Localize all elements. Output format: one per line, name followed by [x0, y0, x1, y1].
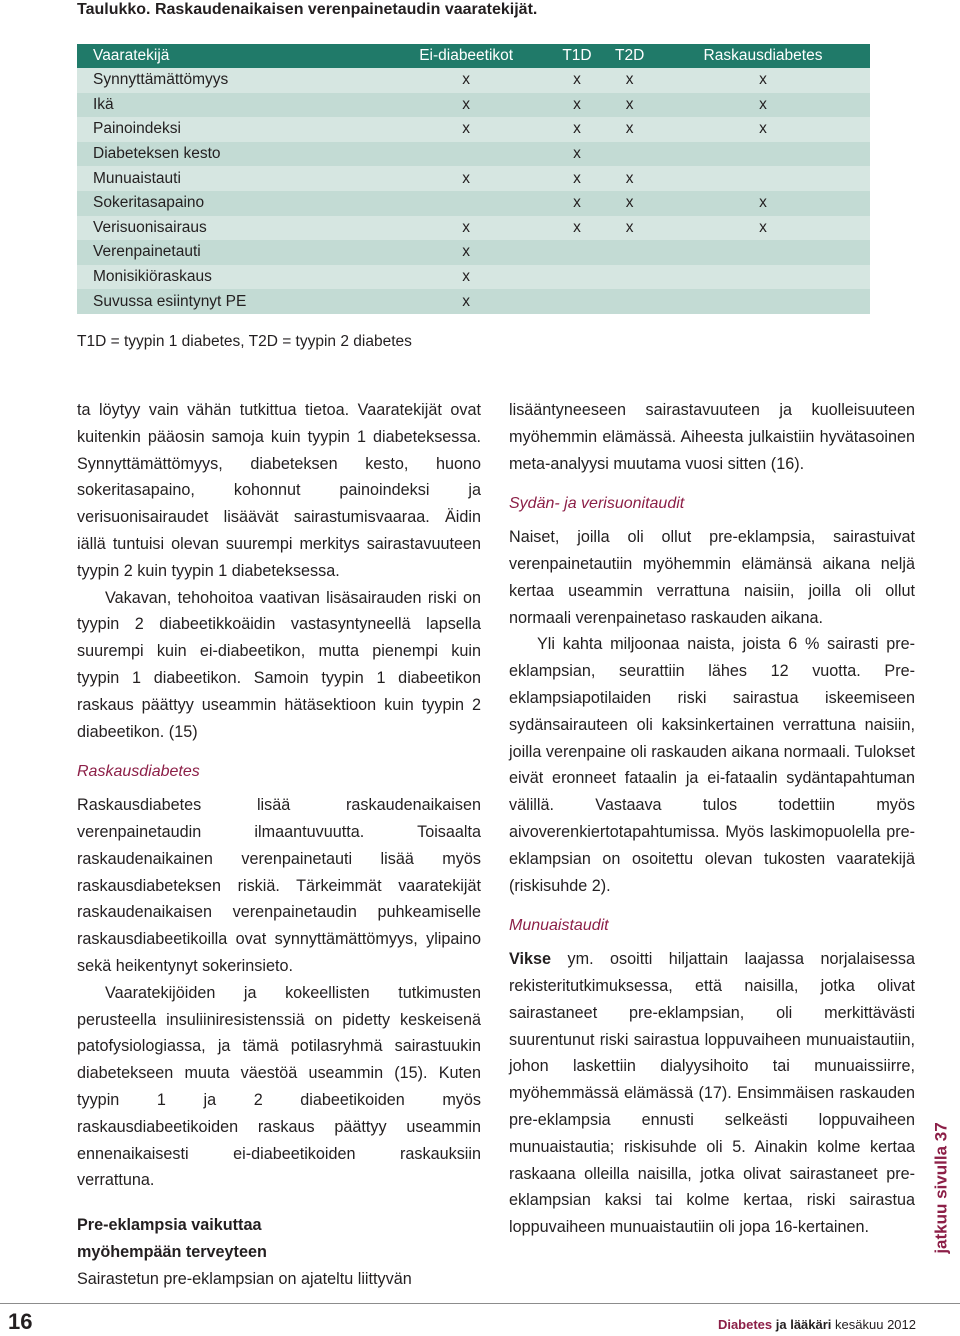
table-row [77, 289, 870, 314]
row-label: Munuaistauti [77, 166, 382, 191]
row-label: Diabeteksen kesto [77, 142, 382, 167]
right-column [509, 397, 915, 1241]
cell: x [603, 191, 656, 216]
cell: x [603, 93, 656, 118]
cell [656, 240, 870, 265]
cell: x [382, 265, 551, 290]
paragraph: Raskausdiabetes lisää raskaudenaikaisen verenpainetaudin ilmaantuvuutta. Toisaalta raskaudenaikainen verenpainetauti lisää myös raskausdiabeteksen riskiä. Tärkeimmät vaaratekijät raskaudenaikaisen verenpainetaudin puhkeamiselle raskausdiabeetikoilla ovat synnyttämättömyys, ylipaino sekä heikentynyt sokerinsieto. [77, 796, 481, 975]
subheading-kidney-disease: Munuaistaudit [509, 917, 609, 935]
table-row [77, 68, 870, 93]
row-label: Sokeritasapaino [77, 191, 382, 216]
row-label: Synnyttämättömyys [77, 68, 382, 93]
table-row [77, 93, 870, 118]
subheading-gestational-diabetes: Raskausdiabetes [77, 763, 200, 781]
header-risk-factor: Vaaratekijä [77, 44, 382, 68]
paragraph: Yli kahta miljoonaa naista, joista 6 % sairasti pre-eklampsian, seurattiin lähes 12 vuotta. Pre-eklampsiapotilaiden riski sairastua iskeemiseen sydänsairauteen oli kaksinkertainen verrattuna naisiin, joilla verenpaine oli raskauden aikana normaali. Tulokset eivät eronneet fataalin ja ei-fataalin sydäntapahtuman välillä. Vastaava tulos todettiin myös aivoverenkiertotapahtumissa. Myös laskimopuolella pre-eklampsian on osoitettu olevan tukosten vaaratekijä (riskisuhde 2). [509, 635, 915, 895]
row-label: Verisuonisairaus [77, 216, 382, 241]
table-row [77, 117, 870, 142]
cell: x [551, 191, 604, 216]
section-heading-line2: myöhempään terveyteen [77, 1243, 267, 1262]
section-heading [77, 1212, 481, 1266]
cell: x [551, 68, 604, 93]
cell [603, 289, 656, 314]
cell [656, 166, 870, 191]
cell: x [603, 216, 656, 241]
brand-laakari: ja lääkäri [772, 1317, 832, 1332]
cell: x [551, 117, 604, 142]
cell: x [656, 117, 870, 142]
cell [551, 289, 604, 314]
footer-divider [0, 1303, 960, 1304]
row-label: Monisikiöraskaus [77, 265, 382, 290]
table-row [77, 191, 870, 216]
table-caption: Taulukko. Raskaudenaikaisen verenpainetaudin vaaratekijät. [77, 1, 538, 18]
paragraph: Vaaratekijöiden ja kokeellisten tutkimusten perusteella insuliiniresistenssiä on pidetty keskeisenä patofysiologiassa, ja tämä potilasryhmä sairastuukin diabetekseen muuta väestöä useammin (15). Kuten tyypin 1 ja 2 diabeetikoiden myös raskausdiabeetikoiden raskaus päättyy useammin ennenaikaisesti ei-diabeetikoiden raskauksiin verrattuna. [77, 983, 481, 1190]
table-row [77, 240, 870, 265]
cell: x [551, 216, 604, 241]
cell: x [382, 93, 551, 118]
row-label: Verenpainetauti [77, 240, 382, 265]
cell: x [656, 191, 870, 216]
cell [656, 289, 870, 314]
header-t1d: T1D [551, 44, 604, 68]
section-heading-line1: Pre-eklampsia vaikuttaa [77, 1216, 262, 1235]
brand-diabetes: Diabetes [717, 1317, 773, 1332]
cell [603, 142, 656, 167]
paragraph: ta löytyy vain vähän tutkittua tietoa. Vaaratekijät ovat kuitenkin pääosin samoja kuin tyypin 1 diabeteksessa. Synnyttämättömyys, diabeteksen kesto, huono sokeritasapaino, kohonnut painoindeksi ja verisuonisairaudet lisäävät sairastumisvaaraa. Äidin iällä tuntuisi olevan suurempi merkitys sairastavuuteen tyypin 2 kuin tyypin 1 diabeteksessa. [77, 401, 481, 580]
continues-note-text: jatkuu sivulla 37 [932, 1121, 951, 1254]
cell: x [382, 117, 551, 142]
row-label: Ikä [77, 93, 382, 118]
footer-credit [718, 1317, 916, 1332]
cell [551, 240, 604, 265]
paragraph: Vakavan, tehohoitoa vaativan lisäsairauden riski on tyypin 2 diabeetikkoäidin vastasyntyneellä lapsella suurempi kuin ei-diabeetikon, mutta pienempi kuin tyypin 1 diabeetikon. Samoin tyypin 1 diabeetikon raskaus päättyy useammin hätäsektioon kuin tyypin 2 diabeetikon. (15) [77, 588, 481, 741]
table-header-row [77, 44, 870, 68]
header-gestational: Raskausdiabetes [656, 44, 870, 68]
paragraph: lisääntyneeseen sairastavuuteen ja kuolleisuuteen myöhemmin elämässä. Aiheesta julkaistiin hyvätasoinen meta-analyysi muutama vuosi sitten (16). [509, 401, 915, 473]
row-label: Suvussa esiintynyt PE [77, 289, 382, 314]
paragraph: Naiset, joilla oli ollut pre-eklampsia, sairastuivat verenpainetautiin myöhemmin elämänsä aikana neljä kertaa useammin verrattuna naisiin, joilla oli ollut normaali verenpainetaso raskauden aikana. [509, 528, 915, 627]
cell: x [603, 117, 656, 142]
cell: x [551, 166, 604, 191]
cell: x [382, 166, 551, 191]
cell [656, 265, 870, 290]
cell [382, 191, 551, 216]
cell: x [551, 93, 604, 118]
cell: x [656, 68, 870, 93]
left-column [77, 397, 481, 1293]
author-name: Vikse [509, 950, 552, 969]
cell: x [656, 216, 870, 241]
table-row [77, 216, 870, 241]
table-row [77, 265, 870, 290]
subheading-cardiovascular: Sydän- ja verisuonitaudit [509, 495, 685, 513]
cell: x [382, 216, 551, 241]
cell [551, 265, 604, 290]
cell: x [603, 166, 656, 191]
paragraph [509, 946, 915, 1241]
header-t2d: T2D [603, 44, 656, 68]
cell [603, 265, 656, 290]
table-row [77, 166, 870, 191]
table-footnote: T1D = tyypin 1 diabetes, T2D = tyypin 2 diabetes [77, 333, 412, 350]
row-label: Painoindeksi [77, 117, 382, 142]
page-number: 16 [8, 1309, 33, 1334]
risk-factor-table [77, 44, 870, 314]
cell: x [382, 240, 551, 265]
paragraph: Sairastetun pre-eklampsian on ajateltu liittyvän [77, 1270, 412, 1289]
table-row [77, 142, 870, 167]
cell: x [603, 68, 656, 93]
cell: x [551, 142, 604, 167]
header-non-diabetic: Ei-diabeetikot [382, 44, 551, 68]
cell [656, 142, 870, 167]
cell: x [382, 289, 551, 314]
paragraph-text: ym. osoitti hiljattain laajassa norjalaisessa rekisteritutkimuksessa, että naisilla, jotka olivat sairastaneet pre-eklampsian, oli merkittävästi suurentunut riski sairastua loppuvaiheen munuaistautiin, johon laskettiin dialyysihoito tai munuaissiirre, myöhemmässä elämässä (17). Ensimmäisen raskauden pre-eklampsia ennusti selkeästi loppuvaiheen munuaistautia; riskisuhde oli 5. Ainakin kolme kertaa raskaana olleilla naisilla, jotka olivat sairastaneet pre-eklampsian kaksi tai kolme kertaa, riski sairastua loppuvaiheen munuaistautiin oli jopa 16-kertainen. [509, 950, 915, 1237]
cell [382, 142, 551, 167]
cell [603, 240, 656, 265]
cell: x [656, 93, 870, 118]
continues-note [927, 1095, 957, 1280]
cell: x [382, 68, 551, 93]
issue-date: kesäkuu 2012 [831, 1317, 916, 1332]
